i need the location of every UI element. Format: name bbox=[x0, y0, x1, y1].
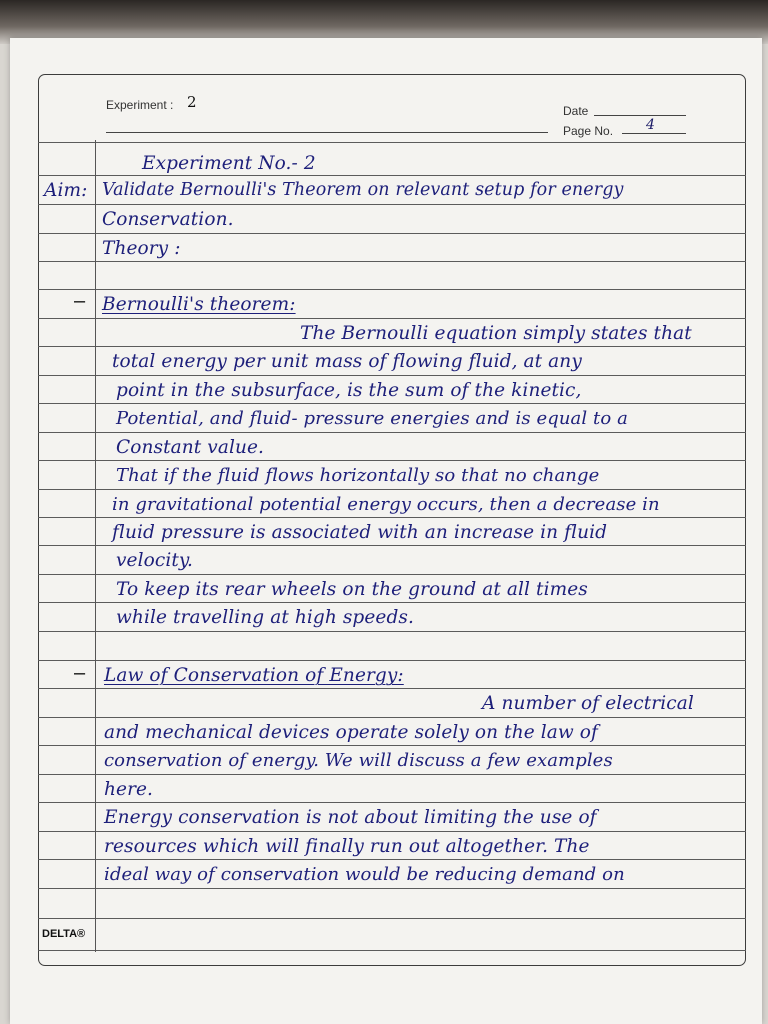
text-line: in gravitational potential energy occurs, then a decrease in bbox=[112, 494, 660, 515]
aim-line-1: Validate Bernoulli's Theorem on relevant setup for energy bbox=[102, 180, 624, 200]
ruled-line bbox=[38, 574, 746, 575]
ruled-line bbox=[38, 802, 746, 803]
ruled-line bbox=[38, 545, 746, 546]
brand-logo: DELTA® bbox=[42, 928, 86, 940]
text-line: velocity. bbox=[116, 550, 193, 571]
page-no-value: 4 bbox=[646, 117, 655, 133]
text-line: point in the subsurface, is the sum of the kinetic, bbox=[116, 380, 582, 401]
text-line: total energy per unit mass of flowing fluid, at any bbox=[112, 351, 582, 372]
theory-heading: Theory : bbox=[102, 238, 181, 259]
date-label: Date bbox=[563, 104, 589, 118]
text-line: here. bbox=[104, 779, 154, 800]
ruled-line bbox=[38, 717, 746, 718]
text-line: conservation of energy. We will discuss a few examples bbox=[104, 750, 613, 771]
bernoulli-heading: Bernoulli's theorem: bbox=[102, 294, 296, 315]
ruled-line bbox=[38, 460, 746, 461]
ruled-line bbox=[38, 204, 746, 205]
ruled-line bbox=[38, 175, 746, 176]
ruled-line bbox=[38, 432, 746, 433]
ruled-line bbox=[38, 346, 746, 347]
text-line: The Bernoulli equation simply states that bbox=[300, 323, 692, 344]
ruled-line bbox=[38, 688, 746, 689]
ruled-line bbox=[38, 888, 746, 889]
text-line: Potential, and fluid- pressure energies and is equal to a bbox=[116, 408, 628, 429]
text-line: Energy conservation is not about limiting the use of bbox=[104, 807, 597, 828]
ruled-line bbox=[38, 745, 746, 746]
margin-line bbox=[95, 140, 96, 952]
text-line: fluid pressure is associated with an increase in fluid bbox=[112, 522, 608, 543]
page-frame bbox=[38, 74, 746, 966]
text-line: A number of electrical bbox=[482, 693, 694, 714]
page-no-blank bbox=[622, 133, 686, 134]
section-dash: – bbox=[74, 662, 86, 684]
aim-line-2: Conservation. bbox=[102, 209, 234, 230]
ruled-line bbox=[38, 918, 746, 919]
text-line: Constant value. bbox=[116, 437, 265, 458]
ruled-line bbox=[38, 950, 746, 951]
ruled-line bbox=[38, 403, 746, 404]
page-no-label: Page No. bbox=[563, 124, 614, 138]
aim-label: Aim: bbox=[44, 180, 88, 201]
experiment-label: Experiment : bbox=[106, 98, 174, 112]
ruled-line bbox=[38, 289, 746, 290]
ruled-line bbox=[38, 859, 746, 860]
ruled-line bbox=[38, 831, 746, 832]
text-line: That if the fluid flows horizontally so that no change bbox=[116, 465, 600, 486]
ruled-line bbox=[38, 489, 746, 490]
ruled-line bbox=[38, 233, 746, 234]
text-line: and mechanical devices operate solely on the law of bbox=[104, 722, 598, 743]
ruled-line bbox=[38, 517, 746, 518]
ruled-line bbox=[38, 602, 746, 603]
section-dash: – bbox=[74, 290, 86, 312]
conservation-heading: Law of Conservation of Energy: bbox=[104, 665, 404, 686]
ruled-line bbox=[38, 142, 746, 143]
experiment-number: 2 bbox=[187, 93, 197, 111]
experiment-blank bbox=[106, 132, 548, 133]
text-line: resources which will finally run out altogether. The bbox=[104, 836, 590, 857]
ruled-line bbox=[38, 660, 746, 661]
ruled-line bbox=[38, 375, 746, 376]
experiment-title: Experiment No.- 2 bbox=[142, 153, 316, 174]
text-line: while travelling at high speeds. bbox=[116, 607, 414, 628]
ruled-line bbox=[38, 318, 746, 319]
text-line: To keep its rear wheels on the ground at all times bbox=[116, 579, 588, 600]
ruled-line bbox=[38, 261, 746, 262]
text-line: ideal way of conservation would be reducing demand on bbox=[104, 864, 625, 885]
date-blank bbox=[594, 115, 686, 116]
ruled-line bbox=[38, 631, 746, 632]
ruled-line bbox=[38, 774, 746, 775]
